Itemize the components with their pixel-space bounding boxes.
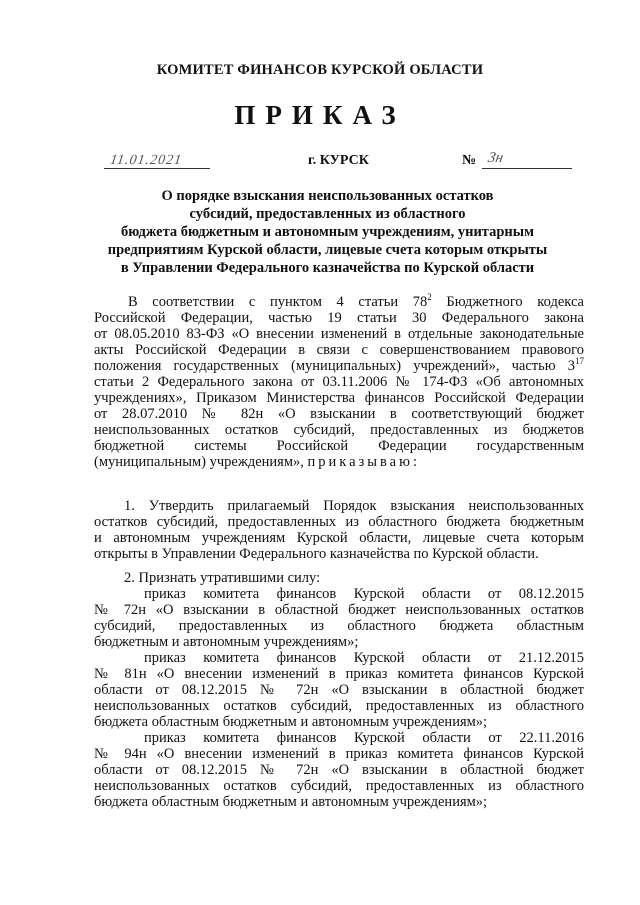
text-line: акты Российской Федерации в связи с совершенствованием правового <box>94 342 584 358</box>
preamble-paragraph <box>94 294 584 470</box>
text-line: бюджета областным бюджетным и автономным учреждениям»; <box>94 714 488 730</box>
text-line: бюджетной системы Российской Федерации государственным <box>94 438 584 454</box>
text-line: бюджетным и автономным учреждениям»; <box>94 634 359 650</box>
text-line: и автономным учреждениям Курской области, лицевые счета которым <box>94 530 584 546</box>
text-line: учреждениях», Приказом Министерства финансов Российской Федерации <box>94 390 584 406</box>
text-line: В соответствии с пунктом 4 статьи $78^2$ Бюджетного кодекса <box>128 292 584 310</box>
order-number-label: № <box>462 153 477 168</box>
text-line: 1. Утвердить прилагаемый Порядок взыскания неиспользованных <box>124 498 584 514</box>
text-line: неиспользованных остатков субсидий, предоставленных из бюджетов <box>94 422 584 438</box>
organization-name: КОМИТЕТ ФИНАНСОВ КУРСКОЙ ОБЛАСТИ <box>156 62 484 78</box>
order-city: г. КУРСК <box>308 153 369 168</box>
order-subject <box>90 187 565 277</box>
date-underline <box>104 168 210 169</box>
subject-line: предприятиям Курской области, лицевые счета которым открыты <box>107 242 548 258</box>
order-date-handwritten: 11.01.2021 <box>109 153 184 168</box>
text-line: № 72н «О взыскании в областной бюджет неиспользованных остатков <box>94 602 584 618</box>
number-underline <box>482 168 572 169</box>
text-line: области от 08.12.2015 № 72н «О взыскании в областной бюджет <box>94 762 584 778</box>
text-line: № 81н «О внесении изменений в приказ комитета финансов Курской <box>94 666 584 682</box>
order-title: ПРИКАЗ <box>234 100 406 130</box>
subject-line: О порядке взыскания неиспользованных остатков <box>161 188 494 204</box>
text-line: статьи 2 Федерального закона от 03.11.2006 № 174-ФЗ «Об автономных <box>94 374 584 390</box>
text-line: неиспользованных остатков субсидий, предоставленных из областного <box>94 698 584 714</box>
item-2-paragraph <box>94 570 584 810</box>
text-line: бюджета областным бюджетным и автономным учреждениям»; <box>94 794 488 810</box>
subject-line: субсидий, предоставленных из областного <box>189 206 466 222</box>
text-line: от 28.07.2010 № 82н «О взыскании в соответствующий бюджет <box>94 406 584 422</box>
text-line: области от 08.12.2015 № 72н «О взыскании в областной бюджет <box>94 682 584 698</box>
text-line: № 94н «О внесении изменений в приказ комитета финансов Курской <box>94 746 584 762</box>
text-line: положения государственных (муниципальных) учреждений», частью $3^{17}$ <box>94 356 584 374</box>
text-line: остатков субсидий, предоставленных из областного бюджета бюджетным <box>94 514 584 530</box>
subject-line: в Управлении Федерального казначейства по Курской области <box>120 260 535 276</box>
order-number-handwritten: 3н <box>486 150 505 166</box>
text-line: 2. Признать утратившими силу: <box>124 570 321 586</box>
item-1-paragraph <box>94 498 584 562</box>
text-line: открыты в Управлении Федерального казначейства по Курской области. <box>94 546 539 562</box>
text-line: от 08.05.2010 83-ФЗ «О внесении изменений в отдельные законодательные <box>94 326 584 342</box>
text-line: субсидий, предоставленных из областного бюджета областным <box>94 618 584 634</box>
text-line: Российской Федерации, частью 19 статьи 30 Федерального закона <box>94 310 584 326</box>
text-line: приказ комитета финансов Курской области от 22.11.2016 <box>144 730 584 746</box>
text-line: приказ комитета финансов Курской области от 08.12.2015 <box>144 586 584 602</box>
subject-line: бюджета бюджетным и автономным учреждениям, унитарным <box>121 224 534 240</box>
text-line: неиспользованных остатков субсидий, предоставленных из областного <box>94 778 584 794</box>
text-line: приказ комитета финансов Курской области от 21.12.2015 <box>144 650 584 666</box>
text-line: (муниципальным) учреждениям», приказываю: <box>94 454 420 470</box>
